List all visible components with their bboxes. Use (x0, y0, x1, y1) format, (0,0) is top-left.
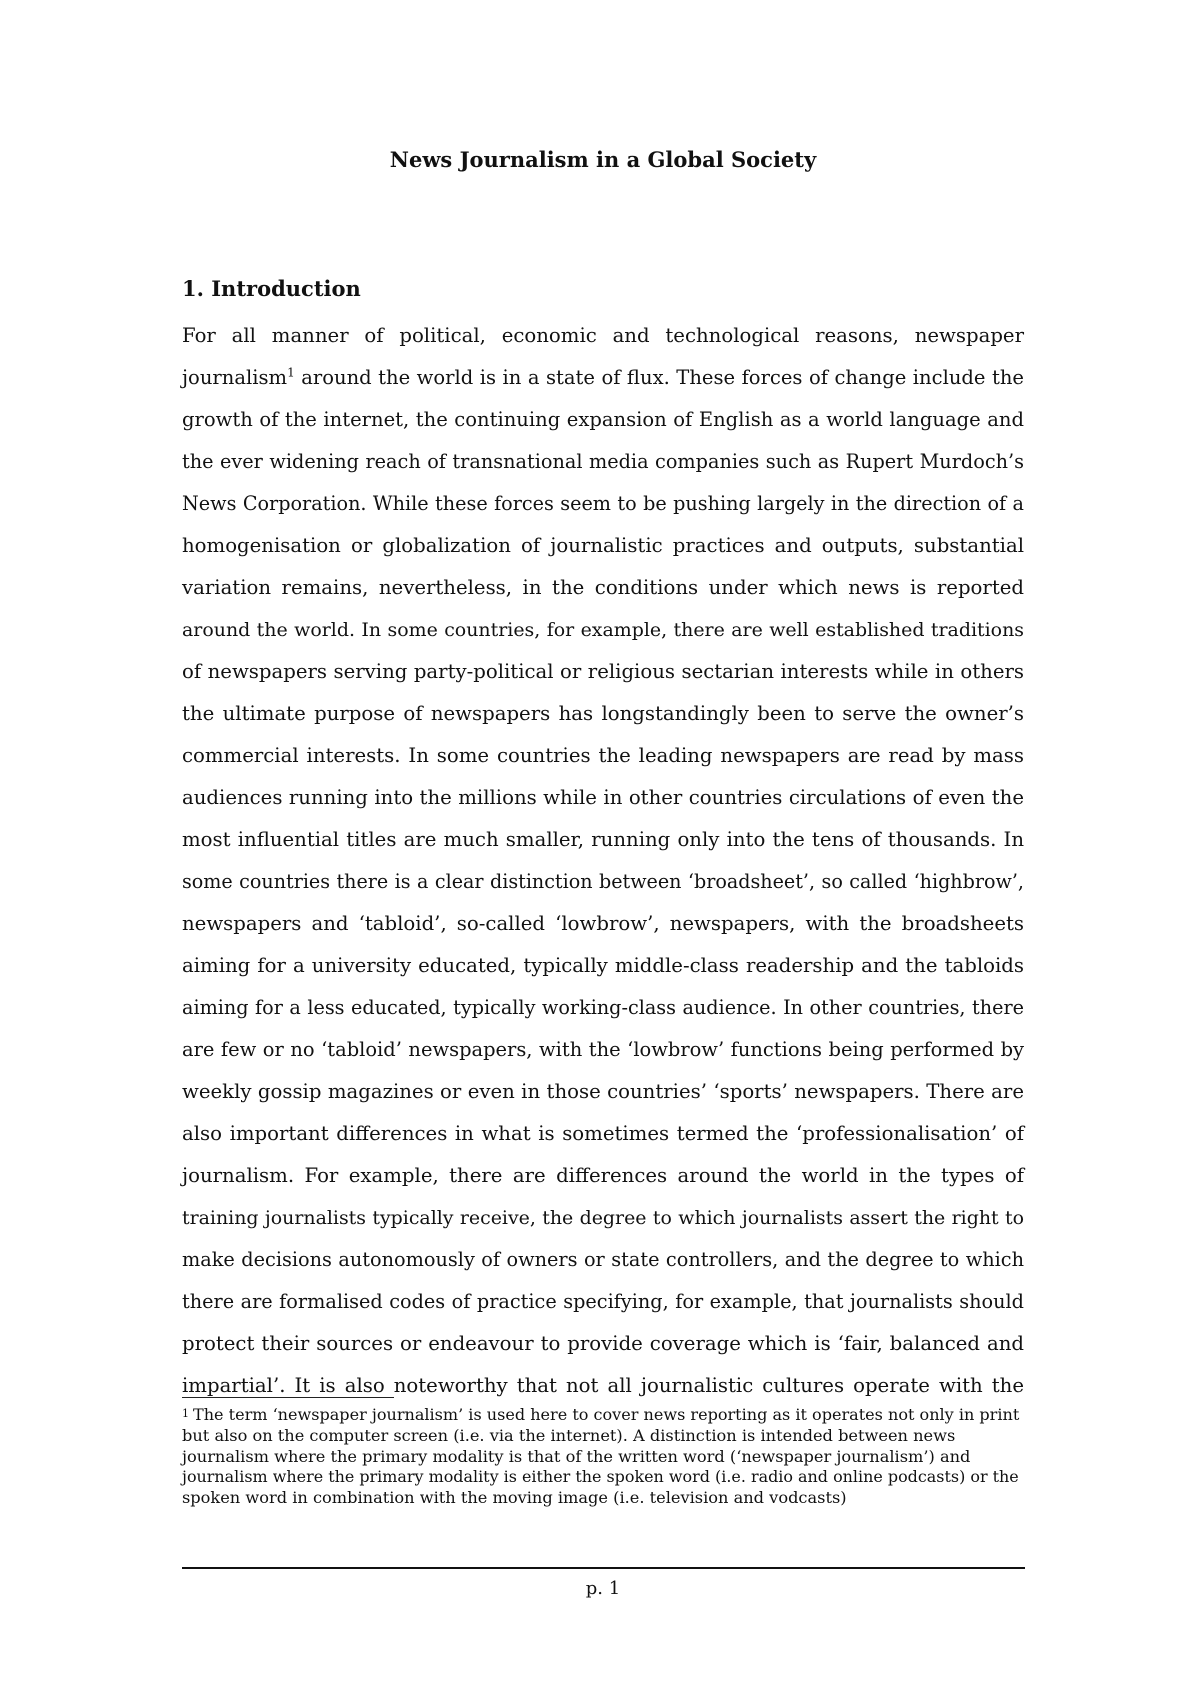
paragraph-line: weekly gossip magazines or even in those countries’ ‘sports’ newspapers. There are (182, 1080, 1024, 1103)
paragraph-line: training journalists typically receive, the degree to which journalists assert the right to (182, 1207, 1024, 1229)
page-number: p. 1 (585, 1578, 621, 1599)
paragraph-line: are few or no ‘tabloid’ newspapers, with the ‘lowbrow’ functions being performed by (182, 1038, 1024, 1061)
paragraph-line: journalism. For example, there are differences around the world in the types of (182, 1164, 1024, 1187)
footnote (182, 1404, 1024, 1509)
paragraph-line: variation remains, nevertheless, in the conditions under which news is reported (182, 576, 1024, 599)
paragraph-line: aiming for a less educated, typically working-class audience. In other countries, there (182, 996, 1024, 1019)
footnote-line: spoken word in combination with the moving image (i.e. television and vodcasts) (182, 1488, 847, 1508)
footnote-line: but also on the computer screen (i.e. via the internet). A distinction is intended between news (182, 1425, 956, 1445)
footnote-number: 1 (182, 1407, 189, 1420)
paragraph-line: the ever widening reach of transnational media companies such as Rupert Murdoch’s (182, 450, 1024, 473)
footnote-line-text: The term ‘newspaper journalism’ is used here to cover news reporting as it operates not only in print (193, 1405, 1020, 1424)
footnote-line: journalism where the primary modality is either the spoken word (i.e. radio and online podcasts) or the (182, 1467, 1019, 1487)
paragraph-line: of newspapers serving party-political or religious sectarian interests while in others (182, 660, 1024, 683)
footer-separator (182, 1567, 1025, 1569)
footnote-separator (182, 1397, 394, 1398)
paragraph-line-text: around the world is in a state of flux. These forces of change include the (301, 366, 1024, 389)
footnote-line (182, 1404, 1024, 1426)
paragraph-line: impartial’. It is also noteworthy that not all journalistic cultures operate with the (182, 1374, 1024, 1397)
paragraph-line: aiming for a university educated, typically middle-class readership and the tabloids (182, 954, 1024, 977)
paragraph-line: there are formalised codes of practice specifying, for example, that journalists should (182, 1290, 1024, 1313)
paragraph-line (182, 357, 1024, 399)
paragraph-line: For all manner of political, economic and technological reasons, newspaper (182, 324, 1024, 347)
paragraph-line: around the world. In some countries, for example, there are well established traditions (182, 619, 1024, 641)
paragraph-line: the ultimate purpose of newspapers has longstandingly been to serve the owner’s (182, 702, 1024, 725)
paragraph-line: most influential titles are much smaller, running only into the tens of thousands. In (182, 828, 1024, 851)
footnote-reference[interactable]: 1 (287, 365, 295, 380)
body-paragraph (182, 315, 1024, 1407)
footnote-anchor-word: journalism (182, 366, 288, 389)
footnote-line: journalism where the primary modality is that of the written word (‘newspaper journalism’) and (182, 1446, 971, 1466)
paragraph-line: also important differences in what is sometimes termed the ‘professionalisation’ of (182, 1122, 1024, 1145)
paragraph-line: make decisions autonomously of owners or state controllers, and the degree to which (182, 1248, 1024, 1271)
document-title: News Journalism in a Global Society (389, 147, 817, 172)
paragraph-line: newspapers and ‘tabloid’, so-called ‘lowbrow’, newspapers, with the broadsheets (182, 912, 1024, 935)
paragraph-line: audiences running into the millions while in other countries circulations of even the (182, 786, 1024, 809)
section-heading: 1. Introduction (182, 276, 361, 301)
paragraph-line: growth of the internet, the continuing expansion of English as a world language and (182, 408, 1024, 431)
paragraph-line: some countries there is a clear distinction between ‘broadsheet’, so called ‘highbrow’, (182, 870, 1024, 893)
paragraph-line: News Corporation. While these forces seem to be pushing largely in the direction of a (182, 492, 1024, 515)
paragraph-line: commercial interests. In some countries the leading newspapers are read by mass (182, 744, 1024, 767)
paragraph-line: protect their sources or endeavour to provide coverage which is ‘fair, balanced and (182, 1332, 1024, 1355)
paragraph-line: homogenisation or globalization of journalistic practices and outputs, substantial (182, 534, 1024, 557)
